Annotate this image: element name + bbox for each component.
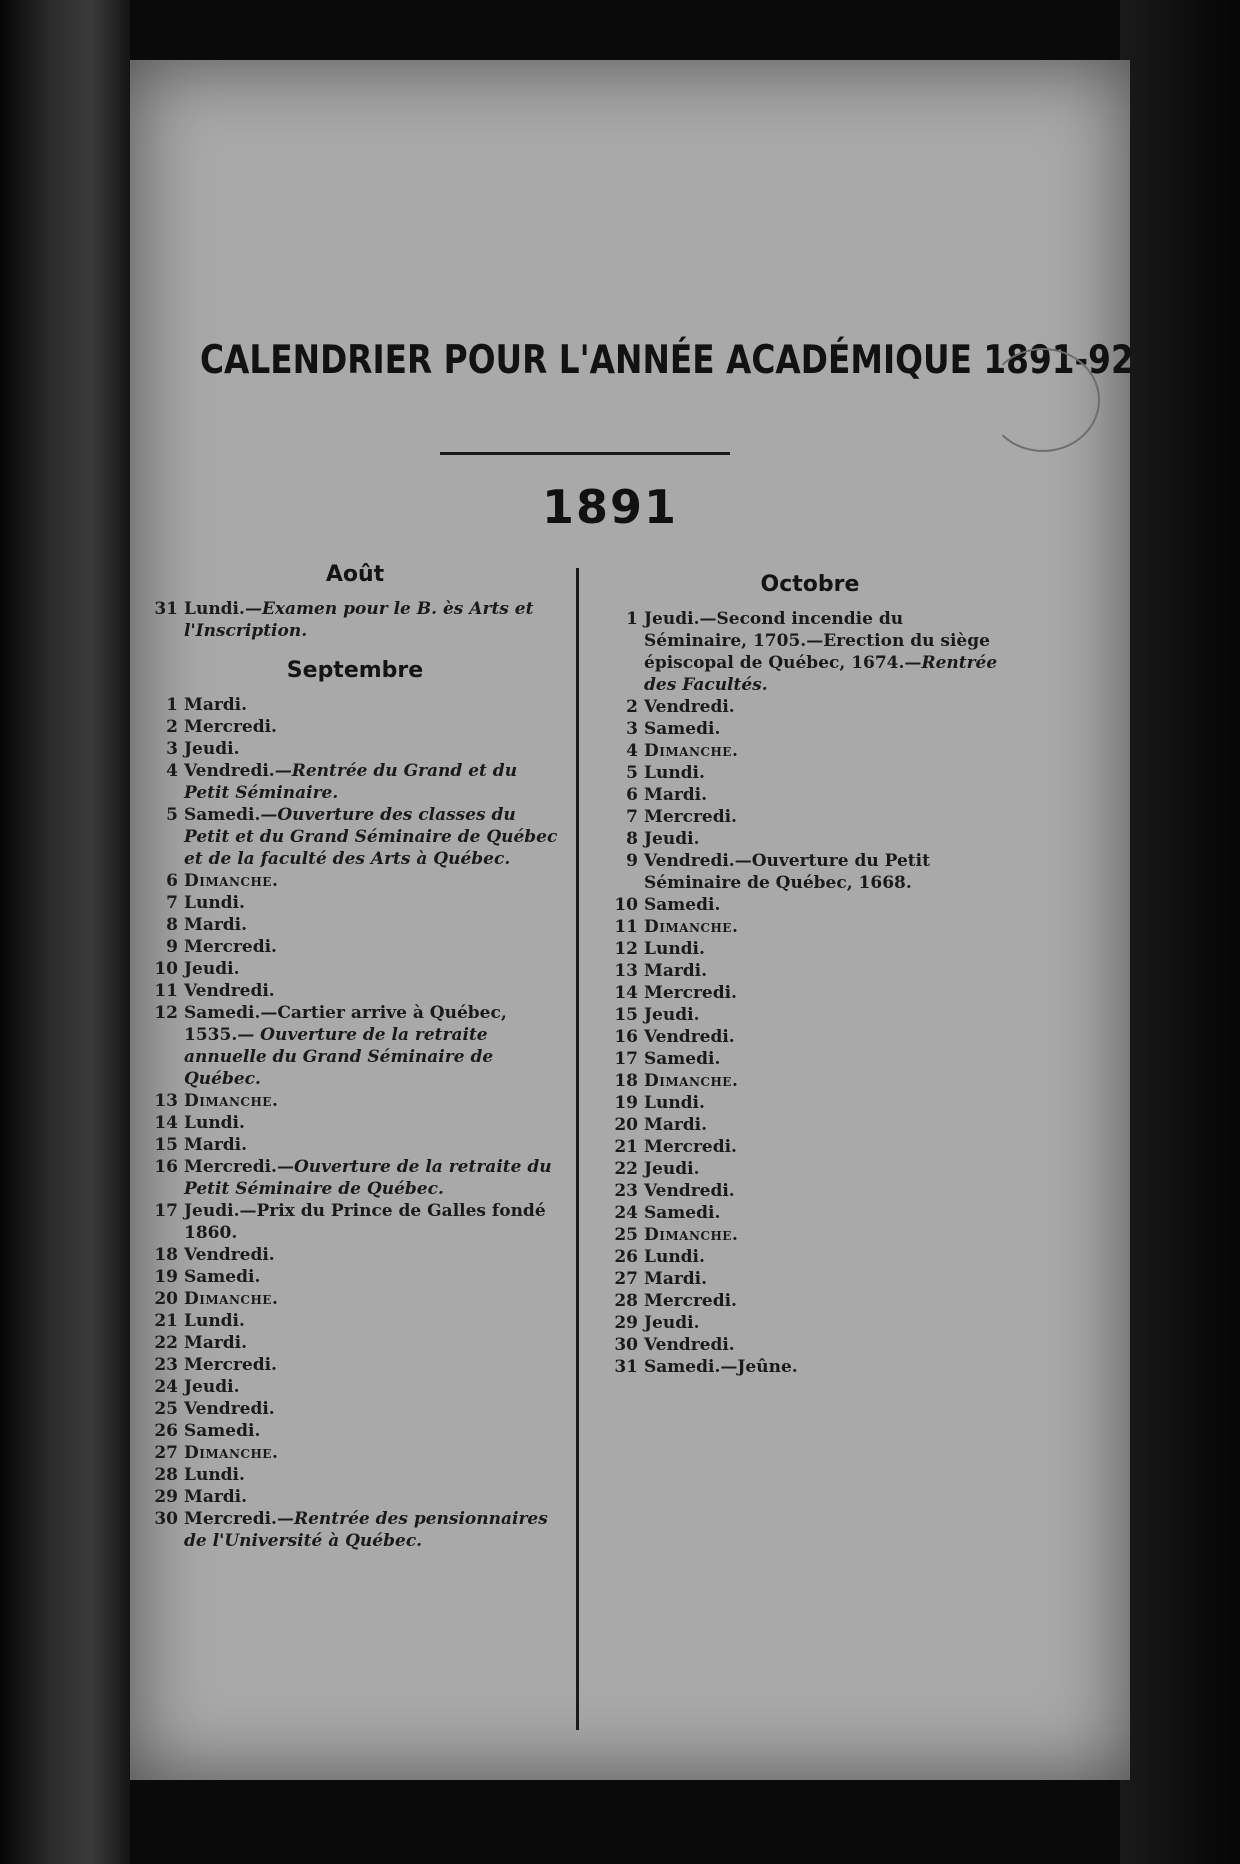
- day-number: 6: [166, 871, 178, 891]
- entry-text: [644, 916, 1010, 938]
- entry-note: —Ouverture de la retraite du Petit Séminaire de Québec.: [184, 1157, 552, 1199]
- weekday: Mardi.: [644, 961, 708, 981]
- weekday: Samedi.: [184, 1421, 261, 1441]
- day-number: 1: [166, 695, 178, 715]
- entry-text: [184, 1288, 560, 1310]
- weekday: Mercredi.: [644, 1291, 737, 1311]
- day-number: 26: [154, 1421, 178, 1441]
- calendar-entry: [150, 694, 560, 716]
- weekday: Dimanche.: [644, 917, 739, 937]
- calendar-entry: [610, 1202, 1010, 1224]
- calendar-entry: [610, 1356, 1010, 1378]
- day-number: 29: [614, 1313, 638, 1333]
- entry-text: [184, 1310, 560, 1332]
- day-number: 15: [614, 1005, 638, 1025]
- weekday: Samedi.: [644, 1203, 721, 1223]
- entry-text: [184, 1376, 560, 1398]
- entry-text: [644, 1224, 1010, 1246]
- weekday: Mardi.: [644, 785, 708, 805]
- year-heading: 1891: [541, 480, 679, 534]
- weekday: Mercredi.: [184, 1509, 277, 1529]
- day-number: 27: [614, 1269, 638, 1289]
- weekday: Lundi.: [644, 763, 705, 783]
- calendar-entry: [610, 1070, 1010, 1092]
- entry-text: [644, 982, 1010, 1004]
- day-number: 16: [614, 1027, 638, 1047]
- entry-text: [644, 1246, 1010, 1268]
- title-rule: [440, 452, 730, 455]
- calendar-entry: [610, 1246, 1010, 1268]
- calendar-entry: [150, 870, 560, 892]
- day-number: 9: [166, 937, 178, 957]
- entry-text: [644, 1092, 1010, 1114]
- entry-text: [184, 1442, 560, 1464]
- calendar-entry: [610, 608, 1010, 696]
- entry-text: [644, 1334, 1010, 1356]
- calendar-entry: [150, 980, 560, 1002]
- calendar-entry: [150, 1376, 560, 1398]
- day-number: 22: [154, 1333, 178, 1353]
- weekday: Dimanche.: [644, 1225, 739, 1245]
- calendar-entry: [610, 718, 1010, 740]
- scan-right-margin: [1120, 0, 1240, 1864]
- calendar-entry: [150, 1398, 560, 1420]
- calendar-entry: [150, 1332, 560, 1354]
- day-number: 23: [154, 1355, 178, 1375]
- calendar-entry: [150, 936, 560, 958]
- calendar-entry: [610, 784, 1010, 806]
- left-column: [150, 560, 560, 1552]
- day-number: 11: [154, 981, 178, 1001]
- day-number: 18: [614, 1071, 638, 1091]
- day-number: 24: [614, 1203, 638, 1223]
- weekday: Samedi.: [184, 1003, 261, 1023]
- entry-text: [644, 850, 1010, 894]
- day-number: 20: [614, 1115, 638, 1135]
- entry-note: —Rentrée du Grand et du Petit Séminaire.: [184, 761, 518, 803]
- calendar-entry: [610, 806, 1010, 828]
- calendar-entry: [150, 1464, 560, 1486]
- entry-note-italic: Rentrée des Facultés.: [644, 653, 998, 695]
- weekday: Dimanche.: [644, 741, 739, 761]
- calendar-entry: [610, 762, 1010, 784]
- weekday: Mardi.: [184, 1135, 248, 1155]
- day-number: 18: [154, 1245, 178, 1265]
- weekday: Samedi.: [644, 895, 721, 915]
- weekday: Lundi.: [184, 1311, 245, 1331]
- calendar-entry: [150, 1134, 560, 1156]
- entry-text: [184, 1464, 560, 1486]
- entry-text: [644, 938, 1010, 960]
- calendar-entry: [610, 740, 1010, 762]
- weekday: Vendredi.: [644, 851, 735, 871]
- weekday: Mercredi.: [644, 1137, 737, 1157]
- calendar-entry: [610, 696, 1010, 718]
- entry-text: [644, 762, 1010, 784]
- month-heading: Octobre: [760, 572, 860, 597]
- weekday: Samedi.: [184, 805, 261, 825]
- entry-text: [644, 1312, 1010, 1334]
- weekday: Jeudi.: [184, 1201, 240, 1221]
- scan-left-margin: [0, 0, 130, 1864]
- day-number: 15: [154, 1135, 178, 1155]
- day-number: 7: [626, 807, 638, 827]
- day-number: 1: [626, 609, 638, 629]
- entry-note: —Examen pour le B. ès Arts et l'Inscription.: [184, 599, 534, 641]
- calendar-entry: [150, 716, 560, 738]
- weekday: Jeudi.: [184, 739, 240, 759]
- pencil-circle-mark: [986, 348, 1100, 452]
- weekday: Mardi.: [184, 695, 248, 715]
- weekday: Mardi.: [644, 1115, 708, 1135]
- entry-text: [644, 696, 1010, 718]
- calendar-entry: [150, 1310, 560, 1332]
- calendar-entry: [150, 914, 560, 936]
- calendar-entry: [150, 1002, 560, 1090]
- day-number: 4: [626, 741, 638, 761]
- weekday: Jeudi.: [644, 609, 700, 629]
- day-number: 5: [166, 805, 178, 825]
- calendar-entry: [610, 894, 1010, 916]
- weekday: Mardi.: [184, 1333, 248, 1353]
- day-number: 10: [614, 895, 638, 915]
- entry-text: [184, 1354, 560, 1376]
- weekday: Mercredi.: [184, 1157, 277, 1177]
- calendar-entry: [610, 1048, 1010, 1070]
- day-number: 17: [614, 1049, 638, 1069]
- day-number: 29: [154, 1487, 178, 1507]
- day-number: 10: [154, 959, 178, 979]
- calendar-entry: [610, 1290, 1010, 1312]
- day-number: 13: [614, 961, 638, 981]
- day-number: 31: [614, 1357, 638, 1377]
- entry-text: [184, 738, 560, 760]
- day-number: 14: [614, 983, 638, 1003]
- weekday: Mardi.: [644, 1269, 708, 1289]
- day-number: 5: [626, 763, 638, 783]
- entry-text: [644, 1004, 1010, 1026]
- entry-text: [644, 894, 1010, 916]
- weekday: Dimanche.: [184, 871, 279, 891]
- day-number: 25: [154, 1399, 178, 1419]
- calendar-entry: [610, 1158, 1010, 1180]
- calendar-entry: [610, 1092, 1010, 1114]
- entry-note: —Ouverture des classes du Petit et du Grand Séminaire de Québec et de la faculté des Arts à Québec.: [184, 805, 558, 869]
- calendar-entry: [150, 1354, 560, 1376]
- calendar-entry: [610, 1180, 1010, 1202]
- month-heading: Août: [325, 562, 385, 587]
- day-number: 21: [614, 1137, 638, 1157]
- weekday: Vendredi.: [184, 761, 275, 781]
- entry-note: —Ouverture du Petit Séminaire de Québec, 1668.: [644, 851, 930, 893]
- entry-text: [184, 1112, 560, 1134]
- entry-text: [644, 1180, 1010, 1202]
- day-number: 8: [166, 915, 178, 935]
- entry-text: [184, 1244, 560, 1266]
- day-number: 20: [154, 1289, 178, 1309]
- entry-text: [644, 718, 1010, 740]
- calendar-entry: [610, 916, 1010, 938]
- entry-text: [644, 1202, 1010, 1224]
- day-number: 19: [614, 1093, 638, 1113]
- calendar-entry: [150, 1266, 560, 1288]
- weekday: Jeudi.: [644, 1005, 700, 1025]
- entry-text: [644, 1114, 1010, 1136]
- weekday: Lundi.: [644, 1247, 705, 1267]
- weekday: Mercredi.: [184, 937, 277, 957]
- day-number: 25: [614, 1225, 638, 1245]
- entry-text: [644, 960, 1010, 982]
- calendar-entry: [610, 1004, 1010, 1026]
- entry-note: —Prix du Prince de Galles fondé 1860.: [184, 1201, 546, 1243]
- entry-text: [644, 1290, 1010, 1312]
- entry-text: [184, 1508, 560, 1552]
- weekday: Mardi.: [184, 915, 248, 935]
- calendar-entry: [610, 1312, 1010, 1334]
- entry-text: [644, 608, 1010, 696]
- entry-text: [184, 1200, 560, 1244]
- entry-text: [644, 1268, 1010, 1290]
- entry-text: [184, 1134, 560, 1156]
- calendar-entry: [150, 1090, 560, 1112]
- calendar-entry: [150, 1156, 560, 1200]
- entry-text: [184, 914, 560, 936]
- day-number: 28: [614, 1291, 638, 1311]
- day-number: 22: [614, 1159, 638, 1179]
- weekday: Jeudi.: [184, 1377, 240, 1397]
- day-number: 11: [614, 917, 638, 937]
- calendar-entry: [610, 1334, 1010, 1356]
- weekday: Vendredi.: [644, 1027, 735, 1047]
- entry-text: [184, 804, 560, 870]
- weekday: Dimanche.: [184, 1289, 279, 1309]
- day-number: 30: [154, 1509, 178, 1529]
- calendar-entry: [610, 1268, 1010, 1290]
- day-number: 30: [614, 1335, 638, 1355]
- entry-text: [644, 1070, 1010, 1092]
- entry-text: [184, 598, 560, 642]
- column-divider: [576, 568, 579, 1730]
- calendar-entry: [150, 1244, 560, 1266]
- weekday: Mercredi.: [644, 807, 737, 827]
- day-number: 3: [166, 739, 178, 759]
- calendar-entry: [610, 960, 1010, 982]
- entry-text: [644, 1158, 1010, 1180]
- day-number: 13: [154, 1091, 178, 1111]
- entry-text: [184, 892, 560, 914]
- weekday: Jeudi.: [184, 959, 240, 979]
- entry-text: [644, 1048, 1010, 1070]
- day-number: 28: [154, 1465, 178, 1485]
- entry-text: [184, 1398, 560, 1420]
- calendar-entry: [610, 1114, 1010, 1136]
- weekday: Mercredi.: [644, 983, 737, 1003]
- entry-text: [644, 1356, 1010, 1378]
- calendar-entry: [610, 982, 1010, 1004]
- weekday: Lundi.: [184, 1113, 245, 1133]
- right-column: [610, 570, 1010, 1378]
- entry-note: —Second incendie du Séminaire, 1705.—Erection du siège épiscopal de Québec, 1674.—: [644, 609, 990, 673]
- month-heading: Septembre: [286, 658, 424, 683]
- weekday: Samedi.: [184, 1267, 261, 1287]
- entry-note: —Cartier arrive à Québec, 1535.: [184, 1003, 507, 1045]
- entry-text: [184, 1090, 560, 1112]
- calendar-entry: [610, 828, 1010, 850]
- calendar-entry: [610, 1136, 1010, 1158]
- calendar-entry: [150, 892, 560, 914]
- entry-text: [184, 1486, 560, 1508]
- day-number: 23: [614, 1181, 638, 1201]
- entry-note: —Rentrée des pensionnaires de l'Université à Québec.: [184, 1509, 548, 1551]
- entry-text: [184, 760, 560, 804]
- calendar-entry: [150, 598, 560, 642]
- entry-text: [184, 716, 560, 738]
- day-number: 2: [626, 697, 638, 717]
- weekday: Lundi.: [184, 1465, 245, 1485]
- weekday: Vendredi.: [184, 981, 275, 1001]
- weekday: Lundi.: [644, 939, 705, 959]
- entry-text: [644, 806, 1010, 828]
- calendar-entry: [610, 850, 1010, 894]
- calendar-entry: [150, 760, 560, 804]
- page-title: CALENDRIER POUR L'ANNÉE ACADÉMIQUE 1891-92: [200, 338, 1134, 383]
- weekday: Samedi.: [644, 1049, 721, 1069]
- day-number: 27: [154, 1443, 178, 1463]
- calendar-entry: [150, 958, 560, 980]
- entry-note: —Jeûne.: [720, 1357, 798, 1377]
- weekday: Lundi.: [184, 599, 245, 619]
- day-number: 26: [614, 1247, 638, 1267]
- calendar-entry: [610, 938, 1010, 960]
- entry-text: [184, 694, 560, 716]
- calendar-entry: [150, 1288, 560, 1310]
- entry-text: [184, 980, 560, 1002]
- calendar-entry: [610, 1026, 1010, 1048]
- weekday: Lundi.: [184, 893, 245, 913]
- day-number: 16: [154, 1157, 178, 1177]
- entry-text: [184, 958, 560, 980]
- entry-text: [184, 1420, 560, 1442]
- calendar-entry: [150, 1508, 560, 1552]
- day-number: 12: [154, 1003, 178, 1023]
- entry-text: [184, 1002, 560, 1090]
- day-number: 2: [166, 717, 178, 737]
- weekday: Samedi.: [644, 1357, 721, 1377]
- entry-text: [184, 936, 560, 958]
- calendar-entry: [150, 804, 560, 870]
- weekday: Mercredi.: [184, 1355, 277, 1375]
- day-number: 21: [154, 1311, 178, 1331]
- weekday: Vendredi.: [644, 1181, 735, 1201]
- weekday: Samedi.: [644, 719, 721, 739]
- day-number: 6: [626, 785, 638, 805]
- day-number: 7: [166, 893, 178, 913]
- weekday: Mercredi.: [184, 717, 277, 737]
- calendar-entry: [150, 1200, 560, 1244]
- calendar-entry: [150, 1442, 560, 1464]
- entry-text: [644, 740, 1010, 762]
- weekday: Mardi.: [184, 1487, 248, 1507]
- day-number: 24: [154, 1377, 178, 1397]
- weekday: Vendredi.: [644, 697, 735, 717]
- weekday: Vendredi.: [184, 1399, 275, 1419]
- weekday: Dimanche.: [184, 1443, 279, 1463]
- day-number: 9: [626, 851, 638, 871]
- weekday: Lundi.: [644, 1093, 705, 1113]
- day-number: 3: [626, 719, 638, 739]
- day-number: 19: [154, 1267, 178, 1287]
- weekday: Dimanche.: [644, 1071, 739, 1091]
- calendar-entry: [610, 1224, 1010, 1246]
- entry-note-italic: — Ouverture de la retraite annuelle du Grand Séminaire de Québec.: [184, 1025, 494, 1089]
- entry-text: [184, 1156, 560, 1200]
- entry-text: [184, 1332, 560, 1354]
- month-gap: [150, 642, 560, 656]
- calendar-entry: [150, 1420, 560, 1442]
- day-number: 17: [154, 1201, 178, 1221]
- day-number: 8: [626, 829, 638, 849]
- entry-text: [644, 1136, 1010, 1158]
- day-number: 12: [614, 939, 638, 959]
- weekday: Vendredi.: [184, 1245, 275, 1265]
- weekday: Vendredi.: [644, 1335, 735, 1355]
- entry-text: [644, 784, 1010, 806]
- weekday: Jeudi.: [644, 1159, 700, 1179]
- calendar-entry: [150, 1486, 560, 1508]
- entry-text: [184, 870, 560, 892]
- day-number: 31: [154, 599, 178, 619]
- weekday: Jeudi.: [644, 829, 700, 849]
- document-page: [130, 60, 1134, 1780]
- entry-text: [644, 828, 1010, 850]
- day-number: 14: [154, 1113, 178, 1133]
- calendar-entry: [150, 1112, 560, 1134]
- entry-text: [184, 1266, 560, 1288]
- weekday: Jeudi.: [644, 1313, 700, 1333]
- weekday: Dimanche.: [184, 1091, 279, 1111]
- entry-text: [644, 1026, 1010, 1048]
- day-number: 4: [166, 761, 178, 781]
- calendar-entry: [150, 738, 560, 760]
